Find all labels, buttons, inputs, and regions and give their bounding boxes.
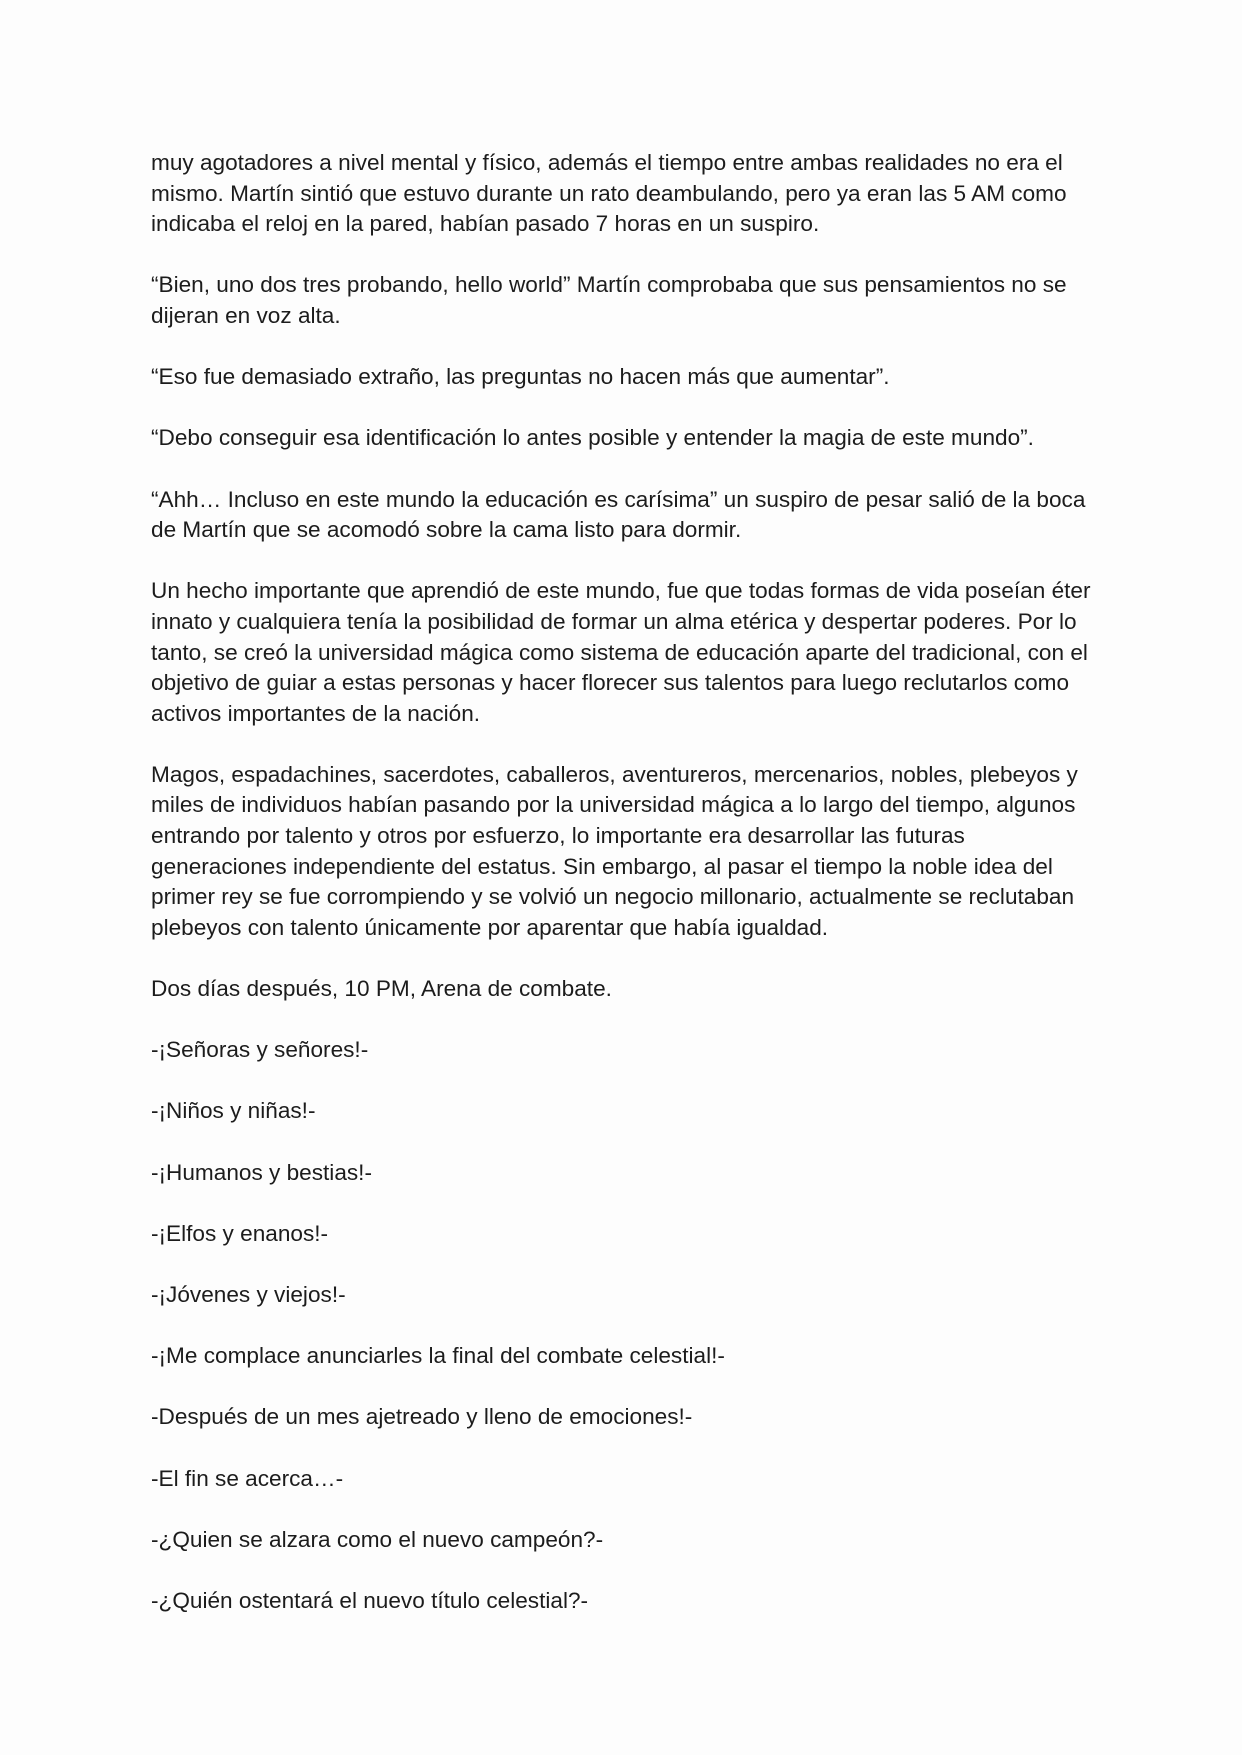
dialogue-line: -¿Quién ostentará el nuevo título celestial?-	[151, 1587, 589, 1613]
dialogue-line: -¡Niños y niñas!-	[151, 1098, 316, 1124]
dialogue-line: -¡Me complace anunciarles la final del combate celestial!-	[151, 1343, 725, 1369]
paragraph: “Bien, uno dos tres probando, hello world” Martín comprobaba que sus pensamientos no se dijeran en voz alta.	[151, 272, 1067, 328]
dialogue-line: -¡Humanos y bestias!-	[151, 1159, 372, 1185]
paragraph: “Ahh… Incluso en este mundo la educación es carísima” un suspiro de pesar salió de la boca de Martín que se acomodó sobre la cama listo para dormir.	[151, 486, 1086, 543]
paragraph: muy agotadores a nivel mental y físico, además el tiempo entre ambas realidades no era el mismo. Martín sintió que estuvo durante un rato deambulando, pero ya eran las 5 AM como indicaba el reloj en la pared, habían pasado 7 horas en un suspiro.	[151, 150, 1067, 237]
dialogue-line: -¡Jóvenes y viejos!-	[151, 1281, 346, 1307]
dialogue-line: -¡Elfos y enanos!-	[151, 1220, 329, 1246]
paragraph: “Debo conseguir esa identificación lo antes posible y entender la magia de este mundo”.	[151, 425, 1034, 451]
dialogue-line: -El fin se acerca…-	[151, 1465, 344, 1491]
paragraph: Un hecho importante que aprendió de este mundo, fue que todas formas de vida poseían éter innato y cualquiera tenía la posibilidad de formar un alma etérica y despertar poderes. Por lo tanto, se creó la universidad mágica como sistema de educación aparte del tradicional, con el objetivo de guiar a estas personas y hacer florecer sus talentos para luego reclutarlos como activos importantes de la nación.	[151, 578, 1091, 726]
paragraph: “Eso fue demasiado extraño, las preguntas no hacen más que aumentar”.	[151, 364, 890, 390]
dialogue-line: -Después de un mes ajetreado y lleno de emociones!-	[151, 1404, 693, 1430]
dialogue-line: -¡Señoras y señores!-	[151, 1037, 369, 1063]
dialogue-line: -¿Quien se alzara como el nuevo campeón?-	[151, 1526, 604, 1552]
document-body	[151, 148, 1096, 1617]
scene-heading: Dos días después, 10 PM, Arena de combate.	[151, 976, 612, 1002]
paragraph: Magos, espadachines, sacerdotes, caballeros, aventureros, mercenarios, nobles, plebeyos y miles de individuos habían pasando por la universidad mágica a lo largo del tiempo, algunos entrando por talento y otros por esfuerzo, lo importante era desarrollar las futuras generaciones independiente del estatus. Sin embargo, al pasar el tiempo la noble idea del primer rey se fue corrompiendo y se volvió un negocio millonario, actualmente se reclutaban plebeyos con talento únicamente por aparentar que había igualdad.	[151, 761, 1078, 940]
